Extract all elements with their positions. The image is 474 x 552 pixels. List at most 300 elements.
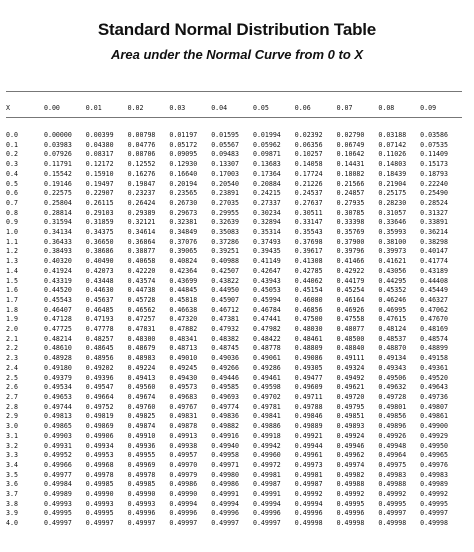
table-row <box>6 354 462 364</box>
row-x-value: 3.6 <box>6 480 18 489</box>
row-x-value: 1.3 <box>6 257 18 266</box>
table-cell: 0.40824 <box>169 257 198 266</box>
table-row <box>6 228 462 238</box>
table-cell: 0.48537 <box>378 334 407 343</box>
table-cell: 0.49224 <box>127 363 156 372</box>
table-row <box>6 257 462 267</box>
table-cell: 0.48679 <box>127 344 156 353</box>
table-cell: 0.36214 <box>420 228 448 237</box>
table-cell: 0.49991 <box>252 490 281 499</box>
row-x-value: 2.9 <box>6 412 18 421</box>
table-cell: 0.44295 <box>378 276 407 285</box>
table-cell: 0.39973 <box>378 247 407 256</box>
table-cell: 0.49979 <box>169 470 198 479</box>
table-cell: 0.49996 <box>336 509 365 518</box>
table-cell: 0.49819 <box>85 412 114 421</box>
table-cell: 0.44845 <box>169 286 198 295</box>
table-cell: 0.11409 <box>420 150 448 159</box>
table-cell: 0.47320 <box>169 315 198 324</box>
row-x-value: 0.2 <box>6 150 18 159</box>
column-header: 0.06 <box>294 104 311 112</box>
table-cell: 0.00399 <box>85 131 114 139</box>
table-cell: 0.39796 <box>336 247 365 256</box>
table-cell: 0.45637 <box>85 295 114 304</box>
table-cell: 0.44630 <box>85 286 114 295</box>
table-cell: 0.40988 <box>211 257 239 266</box>
table-cell: 0.49702 <box>252 392 281 401</box>
table-cell: 0.49744 <box>44 402 72 411</box>
table-cell: 0.45728 <box>127 295 156 304</box>
table-cell: 0.49929 <box>420 431 448 440</box>
table-cell: 0.43189 <box>420 266 448 275</box>
table-cell: 0.49305 <box>294 363 323 372</box>
column-header: 0.03 <box>169 104 186 112</box>
table-cell: 0.49913 <box>169 431 198 440</box>
table-cell: 0.33398 <box>336 218 365 227</box>
table-cell: 0.49992 <box>336 490 365 499</box>
table-row <box>6 500 462 510</box>
table-cell: 0.48461 <box>294 334 323 343</box>
table-cell: 0.49962 <box>336 451 365 460</box>
table-cell: 0.35993 <box>378 228 407 237</box>
table-cell: 0.21904 <box>378 179 407 188</box>
table-cell: 0.49957 <box>169 451 198 460</box>
table-cell: 0.44408 <box>420 276 448 285</box>
table-cell: 0.49990 <box>169 490 198 499</box>
table-cell: 0.33646 <box>378 218 407 227</box>
table-cell: 0.41774 <box>420 257 448 266</box>
table-cell: 0.48382 <box>211 334 239 343</box>
table-cell: 0.38877 <box>127 247 156 256</box>
table-cell: 0.36650 <box>85 237 114 246</box>
table-cell: 0.49674 <box>127 392 156 401</box>
table-cell: 0.49958 <box>211 451 239 460</box>
table-cell: 0.44179 <box>336 276 365 285</box>
table-row <box>6 364 462 374</box>
table-cell: 0.28524 <box>420 198 448 207</box>
table-cell: 0.49931 <box>44 441 72 450</box>
table-cell: 0.32121 <box>127 218 156 227</box>
table-cell: 0.49520 <box>420 373 448 382</box>
table-cell: 0.49813 <box>44 412 72 421</box>
table-cell: 0.04776 <box>127 140 156 149</box>
table-cell: 0.30785 <box>336 208 365 217</box>
table-row <box>6 383 462 393</box>
table-cell: 0.49938 <box>169 441 198 450</box>
table-cell: 0.47500 <box>294 315 323 324</box>
table-cell: 0.38493 <box>44 247 72 256</box>
table-cell: 0.49995 <box>378 499 407 508</box>
table-cell: 0.43943 <box>252 276 281 285</box>
table-cell: 0.49653 <box>44 392 72 401</box>
table-cell: 0.49993 <box>44 499 72 508</box>
table-cell: 0.48778 <box>252 344 281 353</box>
table-cell: 0.49988 <box>378 480 407 489</box>
table-cell: 0.11026 <box>378 150 407 159</box>
table-cell: 0.47670 <box>420 315 448 324</box>
table-cell: 0.49841 <box>252 412 281 421</box>
table-cell: 0.49926 <box>378 431 407 440</box>
table-cell: 0.10257 <box>294 150 323 159</box>
table-cell: 0.49997 <box>252 519 281 528</box>
table-cell: 0.49997 <box>211 519 239 528</box>
table-cell: 0.47778 <box>85 325 114 334</box>
table-cell: 0.20540 <box>211 179 239 188</box>
row-x-value: 1.0 <box>6 228 18 237</box>
table-cell: 0.49965 <box>420 451 448 460</box>
table-cell: 0.49430 <box>169 373 198 382</box>
table-cell: 0.49683 <box>169 392 198 401</box>
table-cell: 0.24857 <box>336 189 365 198</box>
table-cell: 0.49921 <box>294 431 323 440</box>
table-cell: 0.05962 <box>252 140 281 149</box>
row-x-value: 0.9 <box>6 218 18 227</box>
table-cell: 0.49693 <box>211 392 239 401</box>
table-row <box>6 199 462 209</box>
table-cell: 0.49851 <box>336 412 365 421</box>
table-row <box>6 519 462 529</box>
table-cell: 0.49846 <box>294 412 323 421</box>
table-cell: 0.48983 <box>127 354 156 363</box>
table-cell: 0.01197 <box>169 131 198 139</box>
table-cell: 0.03983 <box>44 140 72 149</box>
table-cell: 0.49961 <box>294 451 323 460</box>
table-cell: 0.48928 <box>44 354 72 363</box>
table-cell: 0.49940 <box>211 441 239 450</box>
table-cell: 0.49990 <box>85 490 114 499</box>
table-cell: 0.16640 <box>169 169 198 178</box>
table-cell: 0.49977 <box>44 470 72 479</box>
table-cell: 0.49801 <box>378 402 407 411</box>
table-row <box>6 461 462 471</box>
table-cell: 0.49795 <box>336 402 365 411</box>
table-cell: 0.31327 <box>420 208 448 217</box>
table-cell: 0.41149 <box>252 257 281 266</box>
table-row <box>6 218 462 228</box>
table-cell: 0.38100 <box>378 237 407 246</box>
row-x-value: 2.8 <box>6 402 18 411</box>
table-cell: 0.31594 <box>44 218 72 227</box>
table-cell: 0.49446 <box>211 373 239 382</box>
table-cell: 0.10642 <box>336 150 365 159</box>
table-cell: 0.26730 <box>169 198 198 207</box>
table-cell: 0.42073 <box>85 266 114 275</box>
table-cell: 0.49158 <box>420 354 448 363</box>
table-cell: 0.49906 <box>85 431 114 440</box>
table-cell: 0.37698 <box>294 237 323 246</box>
table-cell: 0.49955 <box>127 451 156 460</box>
table-cell: 0.49971 <box>211 460 239 469</box>
table-row <box>6 267 462 277</box>
table-cell: 0.22240 <box>420 179 448 188</box>
row-x-value: 1.6 <box>6 286 18 295</box>
table-cell: 0.44062 <box>294 276 323 285</box>
table-cell: 0.42647 <box>252 266 281 275</box>
table-cell: 0.46562 <box>127 305 156 314</box>
table-cell: 0.49874 <box>127 422 156 431</box>
table-cell: 0.35314 <box>252 228 281 237</box>
table-cell: 0.49990 <box>127 490 156 499</box>
table-cell: 0.49995 <box>44 509 72 518</box>
table-cell: 0.17003 <box>211 169 239 178</box>
table-cell: 0.47932 <box>211 325 239 334</box>
table-cell: 0.26424 <box>127 198 156 207</box>
table-row <box>6 189 462 199</box>
table-cell: 0.38298 <box>420 237 448 246</box>
table-cell: 0.48899 <box>420 344 448 353</box>
table-cell: 0.48713 <box>169 344 198 353</box>
table-cell: 0.07926 <box>44 150 72 159</box>
table-cell: 0.49573 <box>169 383 198 392</box>
row-x-value: 3.1 <box>6 431 18 440</box>
row-x-value: 3.2 <box>6 441 18 450</box>
table-cell: 0.46784 <box>252 305 281 314</box>
table-row <box>6 296 462 306</box>
table-cell: 0.41621 <box>378 257 407 266</box>
table-cell: 0.00000 <box>44 131 72 139</box>
header-row <box>6 104 462 112</box>
table-cell: 0.49752 <box>85 402 114 411</box>
table-cell: 0.49736 <box>420 392 448 401</box>
table-cell: 0.49981 <box>252 470 281 479</box>
table-cell: 0.49788 <box>294 402 323 411</box>
table-cell: 0.44950 <box>211 286 239 295</box>
table-cell: 0.18793 <box>420 169 448 178</box>
table-cell: 0.45449 <box>420 286 448 295</box>
table-cell: 0.42922 <box>336 266 365 275</box>
table-cell: 0.46926 <box>336 305 365 314</box>
row-x-value: 0.6 <box>6 189 18 198</box>
table-cell: 0.49861 <box>420 412 448 421</box>
table-cell: 0.49983 <box>420 470 448 479</box>
page-title: Standard Normal Distribution Table <box>97 20 377 39</box>
table-cell: 0.49286 <box>252 363 281 372</box>
row-x-value: 1.7 <box>6 295 18 304</box>
table-row <box>6 480 462 490</box>
table-cell: 0.43699 <box>169 276 198 285</box>
table-cell: 0.49998 <box>378 519 407 528</box>
table-row <box>6 509 462 519</box>
table-cell: 0.49952 <box>44 451 72 460</box>
table-cell: 0.20884 <box>252 179 281 188</box>
row-x-value: 2.4 <box>6 363 18 372</box>
table-cell: 0.49994 <box>211 499 239 508</box>
table-cell: 0.48030 <box>294 325 323 334</box>
table-row <box>6 451 462 461</box>
table-cell: 0.46485 <box>85 305 114 314</box>
table-cell: 0.49036 <box>211 354 239 363</box>
row-x-value: 4.0 <box>6 519 18 528</box>
table-cell: 0.49760 <box>127 402 156 411</box>
table-row <box>6 344 462 354</box>
table-cell: 0.46407 <box>44 305 72 314</box>
table-cell: 0.45543 <box>44 295 72 304</box>
table-cell: 0.20194 <box>169 179 198 188</box>
table-cell: 0.14803 <box>378 160 407 169</box>
row-x-value: 1.8 <box>6 305 18 314</box>
table-cell: 0.24537 <box>294 189 323 198</box>
table-cell: 0.47257 <box>127 315 156 324</box>
table-cell: 0.39251 <box>211 247 239 256</box>
table-cell: 0.11791 <box>44 160 72 169</box>
table-cell: 0.27935 <box>336 198 365 207</box>
table-cell: 0.46712 <box>211 305 239 314</box>
table-cell: 0.49903 <box>44 431 72 440</box>
table-cell: 0.49767 <box>169 402 198 411</box>
table-cell: 0.49994 <box>294 499 323 508</box>
table-cell: 0.47441 <box>252 315 281 324</box>
table-cell: 0.49728 <box>378 392 407 401</box>
table-cell: 0.49969 <box>127 460 156 469</box>
table-cell: 0.32639 <box>211 218 239 227</box>
table-cell: 0.49984 <box>44 480 72 489</box>
table-cell: 0.49924 <box>336 431 365 440</box>
table-cell: 0.49010 <box>169 354 198 363</box>
table-cell: 0.49720 <box>336 392 365 401</box>
table-cell: 0.42220 <box>127 266 156 275</box>
table-cell: 0.01994 <box>252 131 281 139</box>
table-cell: 0.41308 <box>294 257 323 266</box>
column-header: 0.02 <box>127 104 144 112</box>
table-cell: 0.13307 <box>211 160 239 169</box>
table-cell: 0.49996 <box>211 509 239 518</box>
row-x-value: 3.9 <box>6 509 18 518</box>
table-row <box>6 393 462 403</box>
table-cell: 0.49664 <box>85 392 114 401</box>
table-cell: 0.40320 <box>44 257 72 266</box>
table-cell: 0.49987 <box>252 480 281 489</box>
table-cell: 0.44520 <box>44 286 72 295</box>
table-cell: 0.49997 <box>420 509 448 518</box>
table-cell: 0.49976 <box>420 460 448 469</box>
table-cell: 0.49944 <box>294 441 323 450</box>
table-cell: 0.46246 <box>378 295 407 304</box>
table-cell: 0.23891 <box>211 189 239 198</box>
row-x-value: 0.8 <box>6 208 18 217</box>
table-cell: 0.47193 <box>85 315 114 324</box>
table-cell: 0.08706 <box>127 150 156 159</box>
table-cell: 0.49916 <box>211 431 239 440</box>
table-cell: 0.42364 <box>169 266 198 275</box>
table-cell: 0.48574 <box>420 334 448 343</box>
table-row <box>6 325 462 335</box>
table-cell: 0.02790 <box>336 131 365 139</box>
table-row <box>6 238 462 248</box>
table-cell: 0.21226 <box>294 179 323 188</box>
table-cell: 0.40658 <box>127 257 156 266</box>
table-cell: 0.48124 <box>378 325 407 334</box>
table-cell: 0.23565 <box>169 189 198 198</box>
table-cell: 0.43319 <box>44 276 72 285</box>
table-cell: 0.49975 <box>378 460 407 469</box>
table-row <box>6 490 462 500</box>
table-cell: 0.49547 <box>85 383 114 392</box>
table-cell: 0.46327 <box>420 295 448 304</box>
table-cell: 0.49985 <box>127 480 156 489</box>
table-cell: 0.49781 <box>252 402 281 411</box>
table-cell: 0.49324 <box>336 363 365 372</box>
table-cell: 0.49111 <box>336 354 365 363</box>
table-cell: 0.49856 <box>378 412 407 421</box>
table-cell: 0.46638 <box>169 305 198 314</box>
table-cell: 0.49585 <box>211 383 239 392</box>
table-cell: 0.25490 <box>420 189 448 198</box>
table-cell: 0.49997 <box>44 519 72 528</box>
table-cell: 0.49988 <box>336 480 365 489</box>
table-cell: 0.18439 <box>378 169 407 178</box>
table-row <box>6 150 462 160</box>
table-cell: 0.49996 <box>127 509 156 518</box>
table-cell: 0.49086 <box>294 354 323 363</box>
table-row <box>6 412 462 422</box>
table-cell: 0.49989 <box>44 490 72 499</box>
table-cell: 0.49506 <box>378 373 407 382</box>
table-cell: 0.41924 <box>44 266 72 275</box>
table-cell: 0.49643 <box>420 383 448 392</box>
table-row <box>6 247 462 257</box>
table-cell: 0.49978 <box>127 470 156 479</box>
table-cell: 0.45818 <box>169 295 198 304</box>
table-cell: 0.27337 <box>252 198 281 207</box>
table-cell: 0.49953 <box>85 451 114 460</box>
table-cell: 0.49970 <box>169 460 198 469</box>
table-cell: 0.47882 <box>169 325 198 334</box>
table-cell: 0.49869 <box>85 422 114 431</box>
table-cell: 0.31057 <box>378 208 407 217</box>
table-cell: 0.49997 <box>378 509 407 518</box>
table-cell: 0.49960 <box>252 451 281 460</box>
table-cell: 0.13683 <box>252 160 281 169</box>
column-header: 0.05 <box>252 104 269 112</box>
table-cell: 0.42785 <box>294 266 323 275</box>
table-row <box>6 335 462 345</box>
table-cell: 0.46164 <box>336 295 365 304</box>
table-cell: 0.45254 <box>336 286 365 295</box>
table-cell: 0.41466 <box>336 257 365 266</box>
table-cell: 0.12930 <box>169 160 198 169</box>
table-cell: 0.48422 <box>252 334 281 343</box>
column-header: 0.08 <box>378 104 395 112</box>
row-x-value: 0.5 <box>6 179 18 188</box>
table-cell: 0.49534 <box>44 383 72 392</box>
row-x-value: 2.1 <box>6 334 18 343</box>
table-cell: 0.37493 <box>252 237 281 246</box>
column-header: 0.07 <box>336 104 353 112</box>
table-cell: 0.45907 <box>211 295 239 304</box>
table-cell: 0.49379 <box>44 373 72 382</box>
table-cell: 0.37900 <box>336 237 365 246</box>
table-cell: 0.36864 <box>127 237 156 246</box>
table-cell: 0.49396 <box>85 373 114 382</box>
table-cell: 0.49985 <box>85 480 114 489</box>
table-cell: 0.48610 <box>44 344 72 353</box>
table-cell: 0.47381 <box>211 315 239 324</box>
row-x-value: 1.4 <box>6 266 18 275</box>
table-cell: 0.49202 <box>85 363 114 372</box>
table-cell: 0.12552 <box>127 160 156 169</box>
table-cell: 0.49980 <box>211 470 239 479</box>
table-cell: 0.43574 <box>127 276 156 285</box>
table-cell: 0.49989 <box>420 480 448 489</box>
table-row <box>6 209 462 219</box>
table-row <box>6 306 462 316</box>
row-x-value: 2.2 <box>6 344 18 353</box>
table-body <box>6 131 462 529</box>
row-x-value: 1.1 <box>6 237 18 246</box>
row-x-value: 2.6 <box>6 383 18 392</box>
table-cell: 0.49948 <box>378 441 407 450</box>
table-cell: 0.49986 <box>169 480 198 489</box>
